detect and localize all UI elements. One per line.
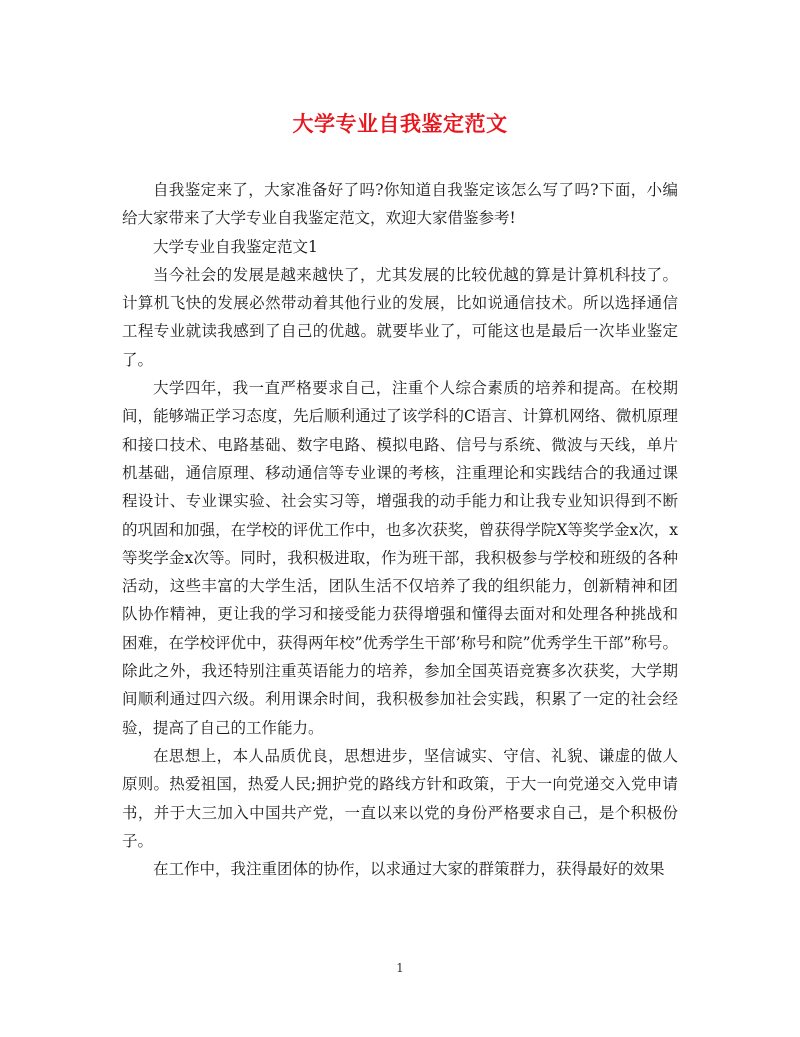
body-paragraph: 大学四年，我一直严格要求自己，注重个人综合素质的培养和提高。在校期间，能够端正学习态度，先后顺利通过了该学科的C语言、计算机网络、微机原理和接口技术、电路基础、数字电路、模拟电路、信号与系统、微波与天线，单片机基础，通信原理、移动通信等专业课的考核，注重理论和实践结合的我通过课程设计、专业课实验、社会实习等，增强我的动手能力和让我专业知识得到不断的巩固和加强，在学校的评优工作中，也多次获奖，曾获得学院X等奖学金x次，x等奖学金x次等。同时，我积极进取，作为班干部，我积极参与学校和班级的各种活动，这些丰富的大学生活，团队生活不仅培养了我的组织能力，创新精神和团队协作精神，更让我的学习和接受能力获得增强和懂得去面对和处理各种挑战和困难，在学校评优中，获得两年校”优秀学生干部’称号和院”优秀学生干部”称号。除此之外，我还特别注重英语能力的培养，参加全国英语竞赛多次获奖，大学期间顺利通过四六级。利用课余时间，我积极参加社会实践，积累了一定的社会经验，提高了自己的工作能力。 bbox=[122, 379, 678, 737]
body-paragraph: 在工作中，我注重团体的协作，以求通过大家的群策群力，获得最好的效果 bbox=[153, 860, 665, 879]
section-heading: 大学专业自我鉴定范文1 bbox=[153, 237, 318, 256]
body-paragraph: 在思想上，本人品质优良，思想进步，坚信诚实、守信、礼貌、谦虚的做人原则。热爱祖国，热爱人民;拥护党的路线方针和政策，于大一向党递交入党申请书，并于大三加入中国共产党，一直以来以党的身份严格要求自己，是个积极份子。 bbox=[122, 746, 678, 850]
document-body bbox=[122, 176, 678, 883]
body-paragraph: 当今社会的发展是越来越快了，尤其发展的比较优越的算是计算机科技了。计算机飞快的发展必然带动着其他行业的发展，比如说通信技术。所以选择通信工程专业就读我感到了自己的优越。就要毕业了，可能这也是最后一次毕业鉴定了。 bbox=[122, 265, 678, 369]
document-title: 大学专业自我鉴定范文 bbox=[292, 111, 508, 136]
page-number: 1 bbox=[396, 961, 404, 975]
intro-paragraph: 自我鉴定来了，大家准备好了吗?你知道自我鉴定该怎么写了吗?下面，小编给大家带来了大学专业自我鉴定范文，欢迎大家借鉴参考! bbox=[122, 181, 678, 228]
